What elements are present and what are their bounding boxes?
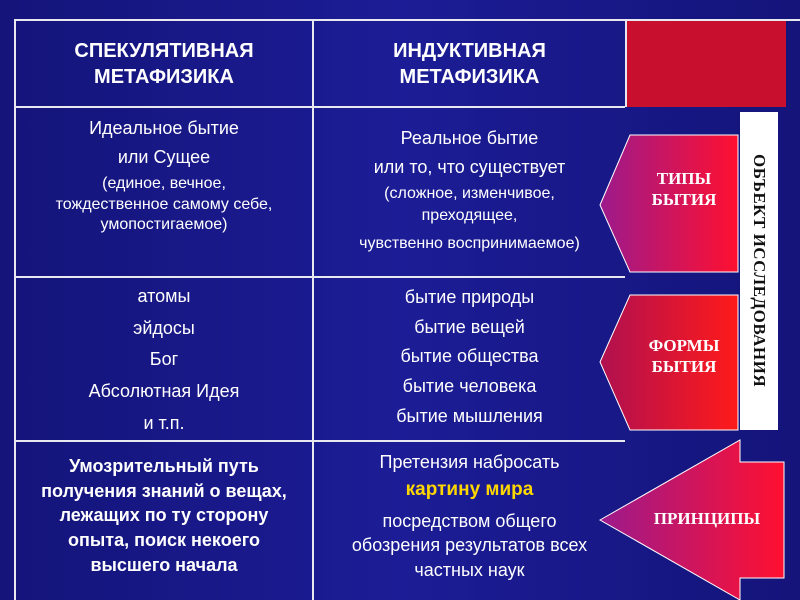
arrow-text: БЫТИЯ xyxy=(651,357,717,377)
list-item: эйдосы xyxy=(133,317,195,338)
cell-text: обозрения результатов всех xyxy=(351,535,588,556)
list-item: бытие природы xyxy=(404,287,535,307)
list-item: бытие общества xyxy=(400,346,539,367)
header-line: СПЕКУЛЯТИВНАЯ xyxy=(74,40,254,62)
cell-text: чувственно воспринимаемое) xyxy=(359,235,580,253)
cell-text: (сложное, изменчивое, xyxy=(384,185,555,203)
arrow-text: ТИПЫ xyxy=(656,169,712,188)
cell-text: частных наук xyxy=(414,559,525,580)
list-item: и т.п. xyxy=(143,412,185,433)
list-item: атомы xyxy=(137,286,191,306)
label-principles: ПРИНЦИПЫ xyxy=(653,509,761,528)
list-item: Бог xyxy=(149,349,179,370)
cell-text: или Сущее xyxy=(117,146,211,167)
list-item: Абсолютная Идея xyxy=(88,381,240,402)
arrow-text: ФОРМЫ xyxy=(648,336,720,355)
cell-text: умопостигаемое) xyxy=(100,216,228,234)
cell-text: Претензия набросать xyxy=(379,452,560,472)
list-item: бытие человека xyxy=(402,376,537,397)
cell-text: или то, что существует xyxy=(373,156,566,177)
list-item: бытие мышления xyxy=(396,405,543,426)
cell-text: тождественное самому себе, xyxy=(55,195,273,213)
arrow-text: БЫТИЯ xyxy=(651,190,717,210)
header-line: МЕТАФИЗИКА xyxy=(399,66,540,88)
cell-text: Умозрительный путь xyxy=(69,456,259,476)
label-types-of-being xyxy=(632,168,736,211)
cell-text: Реальное бытие xyxy=(400,128,539,148)
list-item: бытие вещей xyxy=(414,316,525,337)
cell-text: опыта, поиск некоего xyxy=(68,530,260,551)
cell-text: высшего начала xyxy=(90,554,238,575)
cell-text: получения знаний о вещах, xyxy=(41,480,287,501)
highlight-world-picture: картину мира xyxy=(405,478,534,500)
cell-text: Идеальное бытие xyxy=(89,118,239,138)
header-line: МЕТАФИЗИКА xyxy=(94,66,234,88)
cell-text: (единое, вечное, xyxy=(102,175,226,193)
header-line: ИНДУКТИВНАЯ xyxy=(393,40,546,62)
cell-text: преходящее, xyxy=(421,206,518,224)
side-label-research-object: ОБЪЕКТ ИССЛЕДОВАНИЯ xyxy=(740,112,778,430)
cell-text: посредством общего xyxy=(382,510,557,531)
cell-text: лежащих по ту сторону xyxy=(59,505,269,526)
label-forms-of-being xyxy=(632,335,736,378)
